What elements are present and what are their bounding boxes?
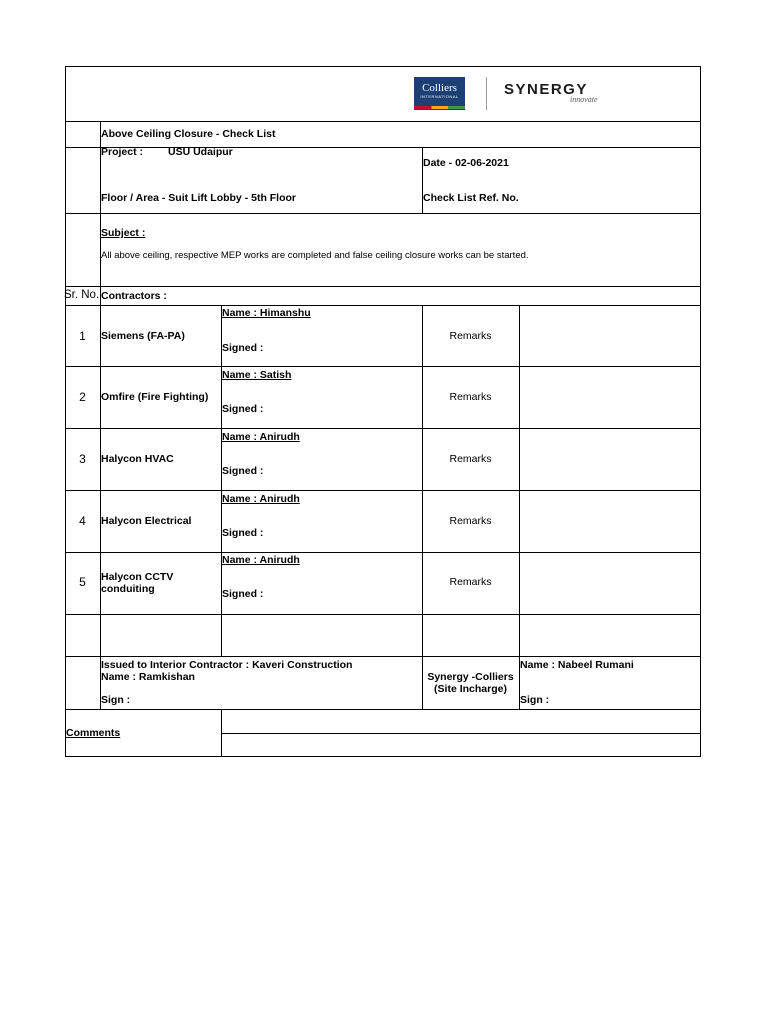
row-line [65,305,701,306]
floor-area: Floor / Area - Suit Lift Lobby - 5th Floor [101,192,297,204]
border-left [65,66,66,757]
contractor-name-line2: conduiting [101,583,155,595]
check-list-ref: Check List Ref. No. [423,192,519,204]
contractors-header: Contractors : [101,290,167,302]
signed-label: Signed : [222,588,264,600]
issued-sign: Sign : [101,694,131,706]
subject-text: All above ceiling, respective MEP works are completed and false ceiling closure works can be started. [101,250,529,261]
border-top [65,66,701,67]
comments-label: Comments [66,727,121,739]
col-line [519,305,520,709]
contact-name: Name : Anirudh [222,431,300,443]
signed-label: Signed : [222,465,264,477]
remarks-label: Remarks [449,391,492,403]
issued-name: Name : Ramkishan [101,671,195,683]
contractor-name: Omfire (Fire Fighting) [101,391,209,403]
row-sr-no: 5 [79,575,86,589]
border-right [700,66,701,757]
row-line [65,656,701,657]
row-line [65,286,701,287]
col-line [221,709,222,756]
row-line [65,552,701,553]
contact-name: Name : Satish [222,369,292,381]
colliers-logo-stripe [414,106,465,109]
remarks-label: Remarks [449,453,492,465]
row-sr-no: 1 [79,329,86,343]
col-line [100,121,101,709]
row-line [65,709,701,710]
checklist-title: Above Ceiling Closure - Check List [101,128,276,140]
logo-divider [486,77,487,110]
signed-label: Signed : [222,403,264,415]
col-line [422,305,423,709]
row-sr-no: 2 [79,390,86,404]
issued-to: Issued to Interior Contractor : Kaveri Construction [101,659,353,671]
col-line [221,305,222,656]
contact-name: Name : Himanshu [222,307,311,319]
contractor-name: Halycon Electrical [101,515,192,527]
contractor-name-line1: Halycon CCTV [101,571,174,583]
remarks-label: Remarks [449,515,492,527]
remarks-label: Remarks [449,576,492,588]
row-line [65,366,701,367]
synergy-tagline: innovate [570,95,598,104]
contact-name: Name : Anirudh [222,493,300,505]
row-line [65,490,701,491]
signed-label: Signed : [222,342,264,354]
contractor-name: Siemens (FA-PA) [101,330,185,342]
contact-name: Name : Anirudh [222,554,300,566]
row-line [65,121,701,122]
incharge-name: Name : Nabeel Rumani [520,659,634,671]
row-line [65,147,701,148]
row-line [65,428,701,429]
signed-label: Signed : [222,527,264,539]
date-field: Date - 02-06-2021 [423,157,509,169]
row-sr-no: 4 [79,514,86,528]
row-line [65,614,701,615]
colliers-logo: Colliers INTERNATIONAL [414,77,465,110]
subject-label: Subject : [101,227,146,239]
row-line [221,733,701,734]
site-incharge-line2: (Site Incharge) [434,683,507,695]
contractor-name: Halycon HVAC [101,453,174,465]
project-label: Project : [101,146,144,158]
border-bottom [65,756,701,757]
project-value: USU Udaipur [168,146,233,158]
site-incharge-line1: Synergy -Colliers [427,671,514,683]
remarks-label: Remarks [449,330,492,342]
incharge-sign: Sign : [520,694,550,706]
synergy-logo: SYNERGY [504,81,588,98]
row-line [65,213,701,214]
row-sr-no: 3 [79,452,86,466]
sr-no-header: Sr. No. [64,289,100,301]
